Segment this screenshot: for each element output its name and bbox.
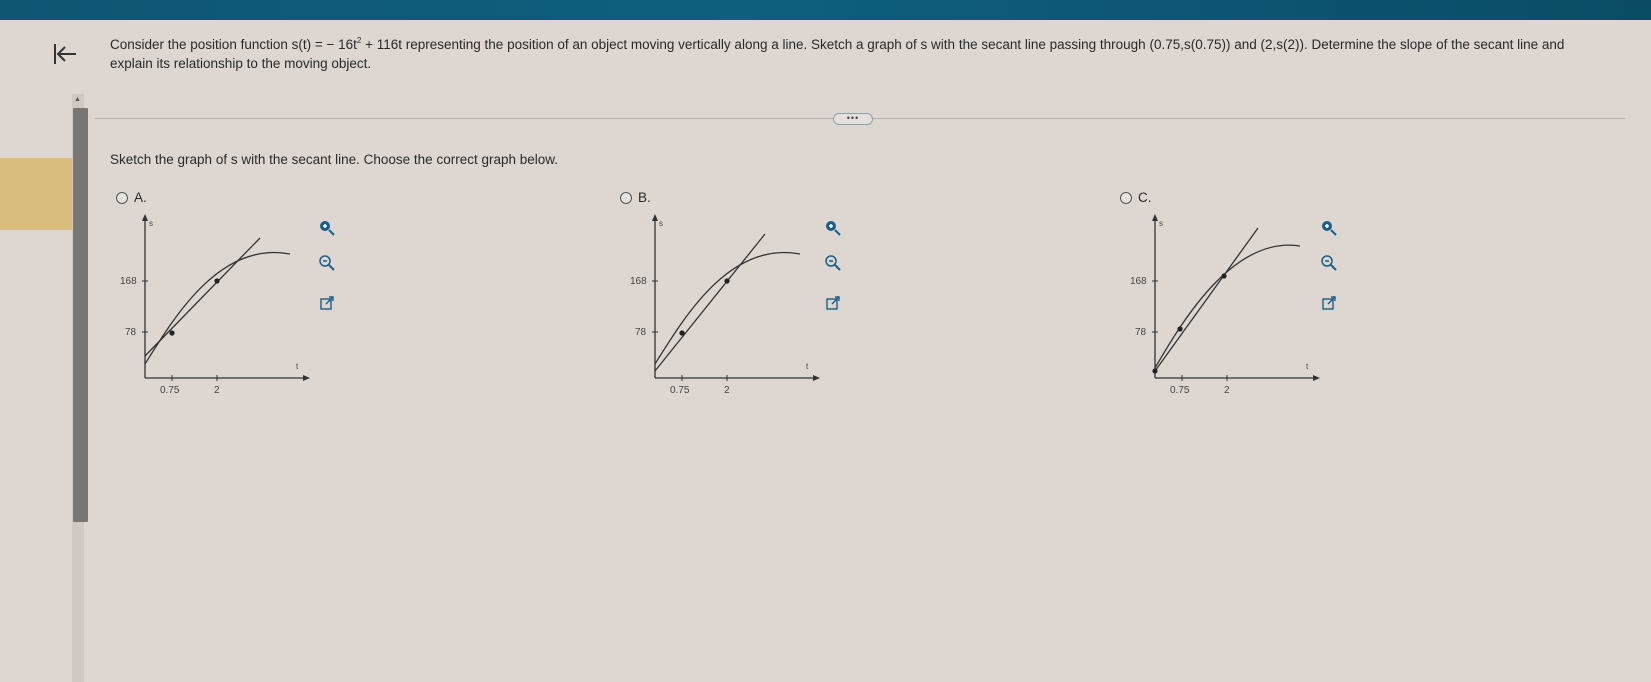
open-external-icon (825, 295, 841, 311)
point-0.75 (679, 330, 684, 335)
position-curve (1155, 245, 1300, 368)
y-axis-arrow (652, 214, 658, 221)
zoom-in-button-a[interactable] (316, 217, 338, 239)
zoom-in-button-b[interactable] (822, 217, 844, 239)
back-arrow-icon (52, 42, 78, 66)
choice-c-label: C. (1138, 190, 1152, 205)
question-text (110, 36, 1610, 72)
top-bar (0, 0, 1651, 20)
zoom-in-icon (824, 219, 842, 237)
axis-label-t: t (296, 362, 299, 371)
zoom-out-icon (318, 254, 336, 272)
scroll-up-arrow-icon[interactable]: ▲ (74, 96, 81, 103)
x-tick-0.75: 0.75 (670, 385, 690, 396)
open-external-button-a[interactable] (316, 292, 338, 314)
zoom-out-icon (824, 254, 842, 272)
position-curve (655, 253, 800, 364)
position-curve (145, 253, 290, 364)
y-tick-168: 168 (1130, 276, 1147, 287)
axis-label-s: s (1159, 219, 1163, 228)
y-axis-arrow (1152, 214, 1158, 221)
axis-label-s: s (149, 219, 153, 228)
x-axis-arrow (813, 375, 820, 381)
choice-a-label: A. (134, 190, 147, 205)
radio-c[interactable] (1120, 192, 1132, 204)
graph-a (120, 206, 310, 406)
y-tick-168: 168 (630, 276, 647, 287)
zoom-in-button-c[interactable] (1318, 217, 1340, 239)
secant-line (655, 234, 765, 371)
point-2 (214, 278, 219, 283)
secant-line (145, 238, 260, 356)
sidebar-highlight (0, 158, 72, 230)
zoom-out-button-b[interactable] (822, 252, 844, 274)
point-origin (1152, 368, 1157, 373)
exponent: 2 (356, 36, 362, 45)
back-button[interactable] (50, 36, 80, 72)
point-2 (724, 278, 729, 283)
x-tick-0.75: 0.75 (160, 385, 180, 396)
open-external-button-c[interactable] (1318, 292, 1340, 314)
prompt-text: Sketch the graph of s with the secant line. Choose the correct graph below. (110, 152, 559, 167)
question-part-1: Consider the position function s(t) = − 16t (110, 37, 357, 52)
open-external-icon (319, 295, 335, 311)
zoom-out-button-c[interactable] (1318, 252, 1340, 274)
choice-c[interactable] (1120, 190, 1152, 205)
zoom-out-button-a[interactable] (316, 252, 338, 274)
x-tick-2: 2 (1224, 385, 1230, 396)
zoom-out-icon (1320, 254, 1338, 272)
axis-label-t: t (806, 362, 809, 371)
x-tick-2: 2 (214, 385, 220, 396)
y-tick-78: 78 (1135, 327, 1147, 338)
radio-a[interactable] (116, 192, 128, 204)
x-tick-2: 2 (724, 385, 730, 396)
point-0.75 (1177, 326, 1182, 331)
open-external-button-b[interactable] (822, 292, 844, 314)
choice-a[interactable] (116, 190, 147, 205)
secant-line (1155, 228, 1258, 371)
x-axis-arrow (1313, 375, 1320, 381)
y-tick-78: 78 (635, 327, 647, 338)
zoom-in-icon (1320, 219, 1338, 237)
scrollbar-thumb[interactable] (73, 108, 88, 522)
radio-b[interactable] (620, 192, 632, 204)
point-2 (1221, 273, 1226, 278)
graph-c (1130, 206, 1320, 406)
choice-b-label: B. (638, 190, 651, 205)
y-tick-78: 78 (125, 327, 137, 338)
graph-b (630, 206, 820, 406)
x-axis-arrow (303, 375, 310, 381)
x-tick-0.75: 0.75 (1170, 385, 1190, 396)
zoom-in-icon (318, 219, 336, 237)
choice-b[interactable] (620, 190, 651, 205)
open-external-icon (1321, 295, 1337, 311)
axis-label-s: s (659, 219, 663, 228)
y-tick-168: 168 (120, 276, 137, 287)
question-part-2: + 116t representing the position of an object moving vertically along a line. Sketch a graph of s with the secant line passing through (0.75,s(0.75)) and (2,s(2)). Determine the slope of the secant line and explain its relationship to the moving object. (110, 37, 1565, 71)
axis-label-t: t (1306, 362, 1309, 371)
y-axis-arrow (142, 214, 148, 221)
more-button[interactable]: ••• (833, 113, 873, 125)
point-0.75 (169, 330, 174, 335)
